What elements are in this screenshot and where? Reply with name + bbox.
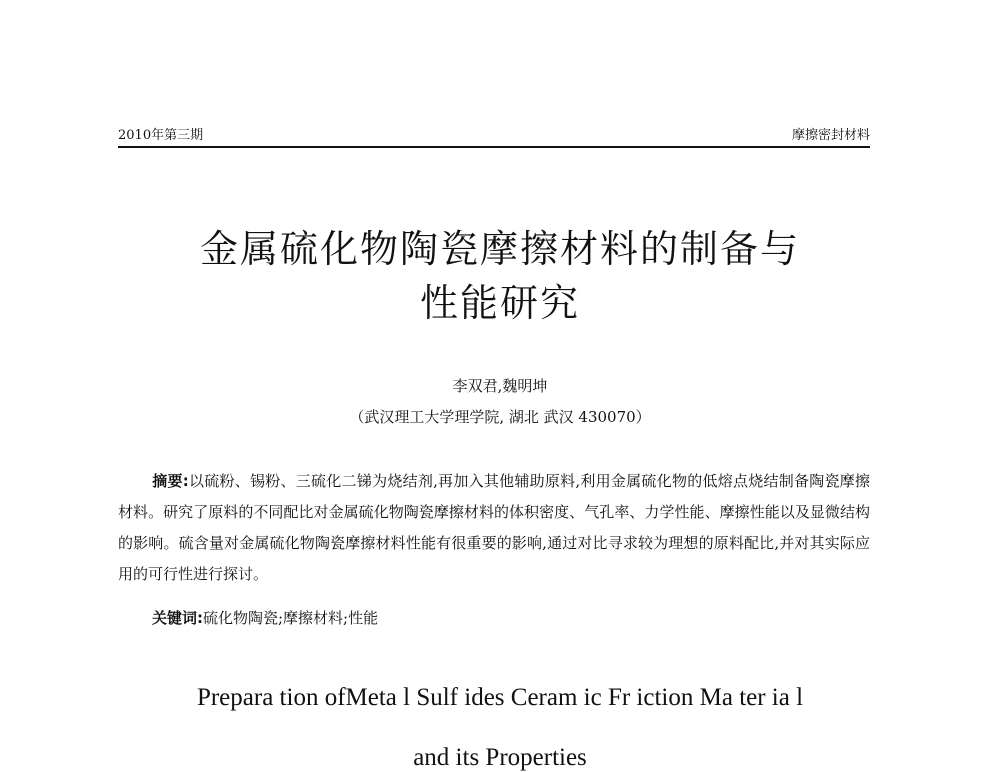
english-title-line-1: Prepara tion ofMeta l Sulf ides Ceram ic Fr iction Ma ter ia l <box>196 684 804 711</box>
keywords-text: 硫化物陶瓷;摩擦材料;性能 <box>203 609 379 627</box>
issue-label: 2010年第三期 <box>118 128 204 143</box>
abstract <box>118 466 870 590</box>
paper-title-line-1: 金属硫化物陶瓷摩擦材料的制备与 <box>199 227 800 271</box>
abstract-text: 以硫粉、锡粉、三硫化二锑为烧结剂,再加入其他辅助原料,利用金属硫化物的低熔点烧结制备陶瓷摩擦材料。研究了原料的不同配比对金属硫化物陶瓷摩擦材料的体积密度、气孔率、力学性能、摩擦性能以及显微结构的影响。硫含量对金属硫化物陶瓷摩擦材料性能有很重要的影响,通过对比寻求较为理想的原料配比,并对其实际应用的可行性进行探讨。 <box>118 472 870 583</box>
header-rule <box>118 146 870 148</box>
abstract-label: 摘要: <box>152 472 189 490</box>
keywords <box>152 606 870 630</box>
paper-title-line-2: 性能研究 <box>419 281 580 325</box>
keywords-label: 关键词: <box>152 609 203 627</box>
authors: 李双君,魏明坤 <box>452 377 548 395</box>
english-title-line-2: and its Properties <box>413 744 587 771</box>
affiliation: （武汉理工大学理学院, 湖北 武汉 430070） <box>349 408 651 426</box>
running-header <box>118 124 870 146</box>
journal-name: 摩擦密封材料 <box>791 128 870 143</box>
paper-title <box>120 222 880 330</box>
